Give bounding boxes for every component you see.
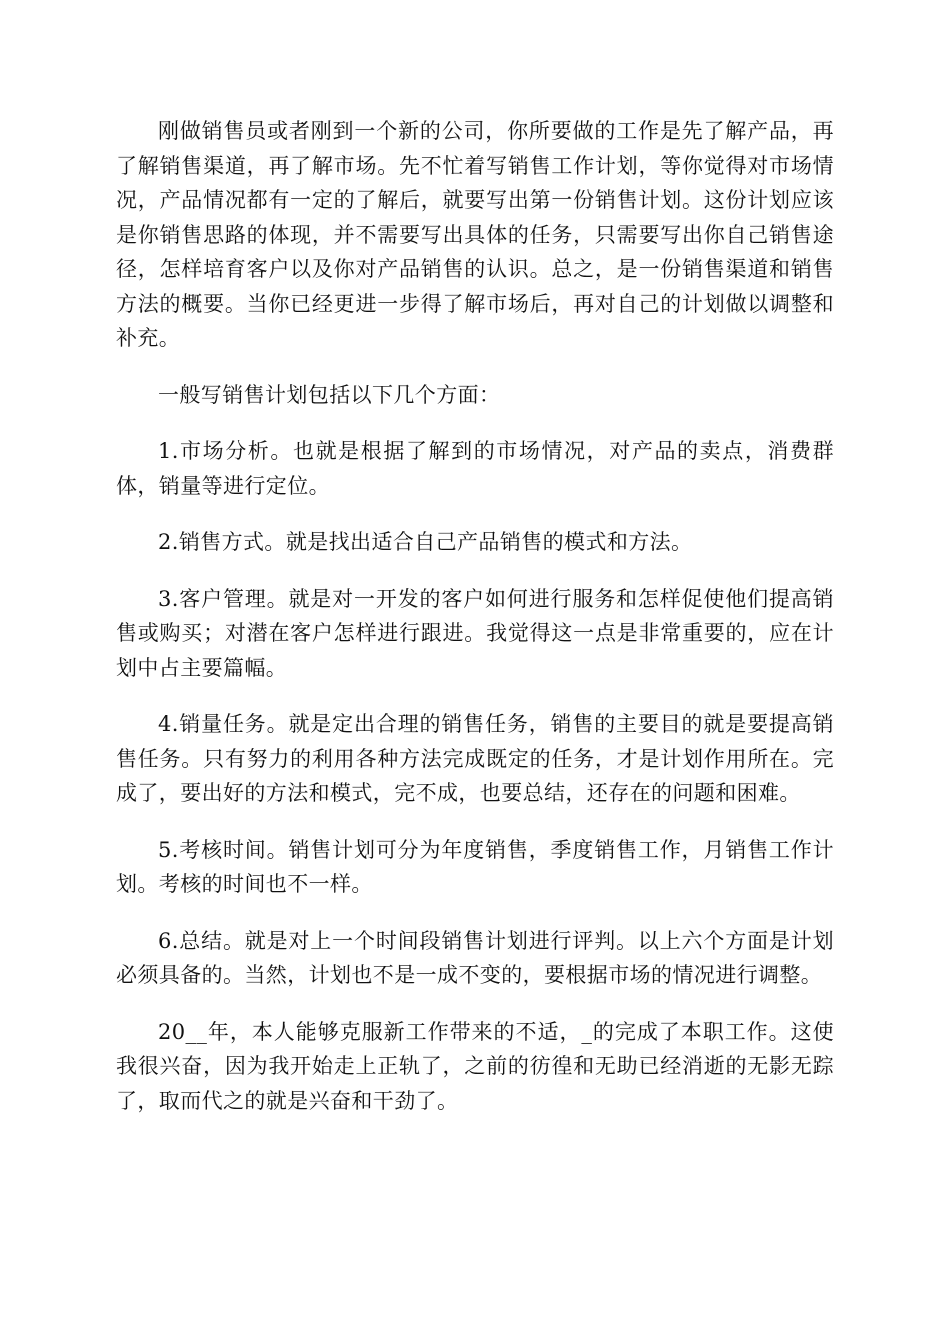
document-body — [116, 114, 834, 1140]
paragraph-item-6: 6.总结。就是对上一个时间段销售计划进行评判。以上六个方面是计划必须具备的。当然，计划也不是一成不变的，要根据市场的情况进行调整。 — [116, 928, 834, 987]
paragraph-item-2: 2.销售方式。就是找出适合自己产品销售的模式和方法。 — [158, 530, 693, 554]
paragraph-overview: 一般写销售计划包括以下几个方面： — [158, 382, 501, 407]
paragraph-item-5: 5.考核时间。销售计划可分为年度销售，季度销售工作，月销售工作计划。考核的时间也不一样。 — [116, 837, 834, 896]
paragraph-item-1: 1.市场分析。也就是根据了解到的市场情况，对产品的卖点，消费群体，销量等进行定位。 — [116, 439, 834, 498]
paragraph-year-summary: 20__年，本人能够克服新工作带来的不适，_的完成了本职工作。这使我很兴奋，因为我开始走上正轨了，之前的彷徨和无助已经消逝的无影无踪了，取而代之的就是兴奋和干劲了。 — [116, 1019, 834, 1113]
paragraph-item-3: 3.客户管理。就是对一开发的客户如何进行服务和怎样促使他们提高销售或购买；对潜在客户怎样进行跟进。我觉得这一点是非常重要的，应在计划中占主要篇幅。 — [116, 586, 834, 680]
paragraph-item-4: 4.销量任务。就是定出合理的销售任务，销售的主要目的就是要提高销售任务。只有努力的利用各种方法完成既定的任务，才是计划作用所在。完成了，要出好的方法和模式，完不成，也要总结，还存在的问题和困难。 — [116, 712, 834, 805]
paragraph-intro: 刚做销售员或者刚到一个新的公司，你所要做的工作是先了解产品，再了解销售渠道，再了解市场。先不忙着写销售工作计划，等你觉得对市场情况，产品情况都有一定的了解后，就要写出第一份销售计划。这份计划应该是你销售思路的体现，并不需要写出具体的任务，只需要写出你自己销售途径，怎样培育客户以及你对产品销售的认识。总之，是一份销售渠道和销售方法的概要。当你已经更进一步得了解市场后，再对自己的计划做以调整和补充。 — [116, 119, 834, 350]
